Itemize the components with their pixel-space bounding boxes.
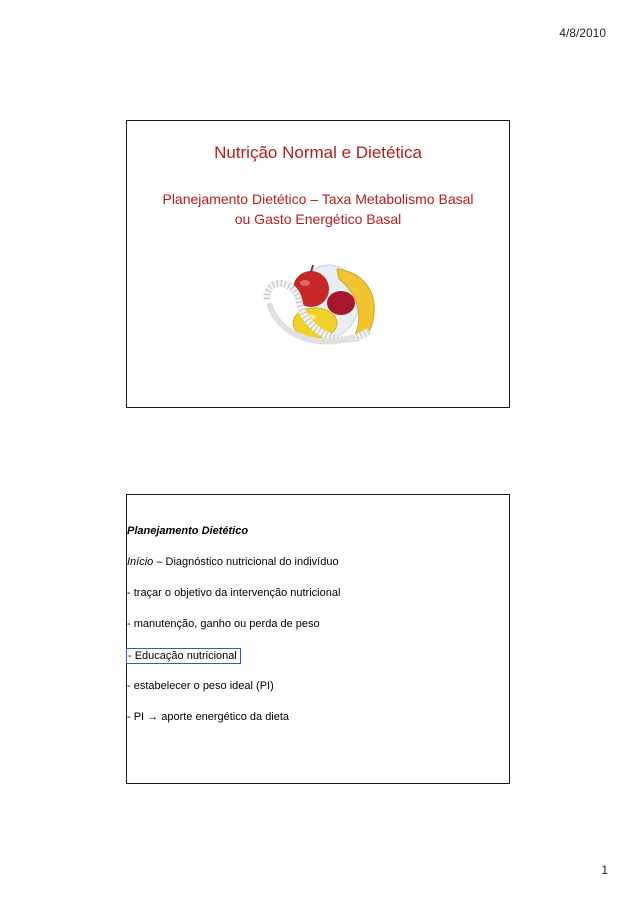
slide-title	[126, 120, 510, 408]
list-item-aporte: - PI → aporte energético da dieta	[127, 711, 290, 723]
page-date: 4/8/2010	[559, 26, 606, 40]
inicio-line	[127, 556, 339, 568]
inicio-text: – Diagnóstico nutricional do indivíduo	[153, 556, 339, 568]
list-item-educacao: - Educação nutricional	[126, 648, 241, 664]
slide2-heading: Planejamento Dietético	[127, 525, 249, 537]
page-number: 1	[601, 863, 608, 877]
slide-title-heading: Nutrição Normal e Dietética	[214, 143, 422, 162]
fruits-measuring-tape-icon	[259, 257, 389, 357]
inicio-label: Início	[127, 556, 154, 568]
slide-planejamento	[126, 494, 510, 784]
subtitle-line-1: Planejamento Dietético – Taxa Metabolismo Basal	[162, 191, 474, 207]
subtitle-line-2: ou Gasto Energético Basal	[234, 211, 402, 227]
list-item-manutencao: - manutenção, ganho ou perda de peso	[127, 618, 320, 630]
list-item-objetivo: - traçar o objetivo da intervenção nutricional	[127, 587, 341, 599]
slide-subtitle	[137, 189, 499, 229]
list-item-peso-ideal: - estabelecer o peso ideal (PI)	[127, 680, 274, 692]
